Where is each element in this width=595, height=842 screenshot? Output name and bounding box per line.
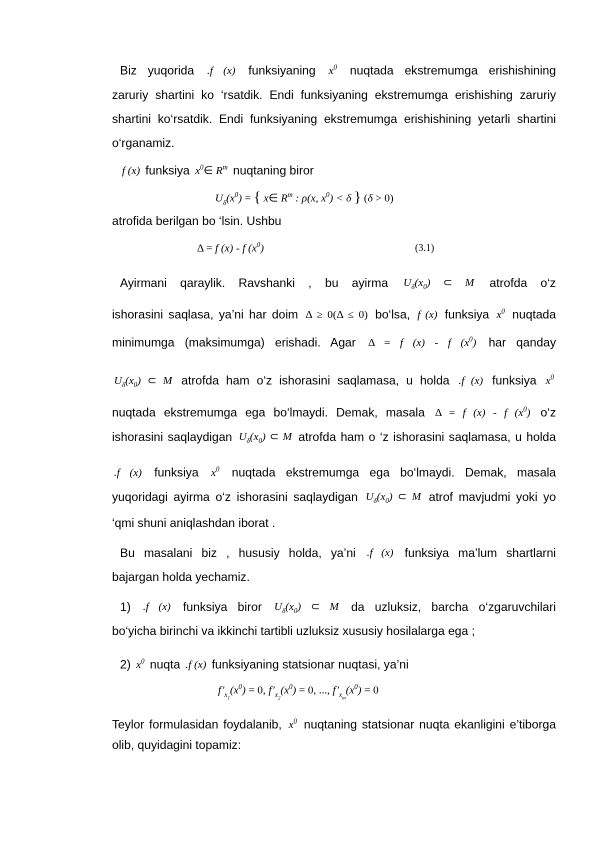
formula-fx: .f (x) xyxy=(114,466,142,479)
p7-line xyxy=(120,650,556,672)
formula-U-subset-M: $U_\delta(x_0)$ ⊂ M xyxy=(114,374,173,389)
formula-x0: $x^0$ xyxy=(136,657,145,671)
p6-text: da uzluksiz, barcha o‘zgaruvchilari xyxy=(351,600,556,614)
formula-x0: $x^0$ xyxy=(210,465,220,479)
formula-fx: .f (x) xyxy=(366,547,394,559)
p1-line3: shartini ko‘rsatdik. Endi funksiyaning ekstremumga erishishining yetarli shartini xyxy=(112,112,556,126)
p4-line6 xyxy=(112,426,556,448)
p4-text: minimumga (maksimumga) erishadi. Agar xyxy=(112,335,356,350)
p4-line9: ‘qmi shuni aniqlashdan iborat . xyxy=(112,516,276,530)
formula-delta: Δ = f (x) - f $(x^0)$ xyxy=(434,405,531,419)
p8-line2: olib, quyidagini topamiz: xyxy=(112,738,242,752)
p4-text: funksiya xyxy=(492,373,537,388)
p4-text: yuqoridagi ayirma o‘z ishorasini saqlaydigan xyxy=(112,490,358,504)
p1-line2: zaruriy shartini ko ‘rsatdik. Endi funksiyaning ekstremumga erishishing zaruriy xyxy=(112,88,556,102)
formula-fx: f (x) xyxy=(417,308,438,321)
p1-line4: o‘rganamiz. xyxy=(112,136,175,150)
p1-text-a: Biz yuqorida xyxy=(120,63,195,78)
p4-text: atrofda ham o ‘z ishorasini saqlamasa, u holda xyxy=(298,430,556,444)
p4-line8 xyxy=(112,486,556,508)
p4-line4 xyxy=(112,366,556,388)
p6-line2: bo‘yicha birinchi va ikkinchi tartibli uzluksiz xususiy hosilalarga ega ; xyxy=(112,624,475,638)
p4-line5 xyxy=(112,398,556,420)
p4-line2 xyxy=(112,300,556,322)
p8-text: Teylor formulasidan foydalanib, xyxy=(112,717,282,732)
equation-number: (3.1) xyxy=(415,243,435,254)
p8-line1 xyxy=(112,710,556,732)
formula-fx: .f (x) xyxy=(458,374,484,387)
formula-delta: Δ = f (x) - f $(x^0)$ xyxy=(368,335,477,349)
formula-fx: .f (x) xyxy=(185,658,207,671)
p4-text: funksiya xyxy=(154,465,199,480)
formula-U-subset-M: $U_\delta(x_0)$ ⊂ M xyxy=(403,277,475,292)
formula-delta-31: Δ = f (x) - f $(x^0)$ xyxy=(197,241,264,255)
p7-text: nuqta xyxy=(149,657,181,672)
formula-x0: $x^0$ xyxy=(496,307,505,321)
p4-text: atrofda o‘z xyxy=(489,276,556,290)
p4-line7 xyxy=(112,458,556,480)
p4-text: nuqtada xyxy=(512,307,556,322)
p4-text: har qanday xyxy=(488,335,556,350)
p4-text: o‘z xyxy=(540,405,556,420)
p2-line xyxy=(120,156,556,178)
formula-U-subset-M: $U_\delta(x_0)$ ⊂ M xyxy=(365,491,422,506)
p4-text: ishorasini saqlaydigan xyxy=(112,430,233,444)
p4-text: atrof mavjudmi yoki yo xyxy=(428,490,556,504)
p5-text: Bu masalani biz , hususiy holda, ya’ni xyxy=(120,546,356,560)
formula-U-subset-M: $U_\delta(x_0)$ ⊂ M xyxy=(274,601,339,616)
p4-text: funksiya xyxy=(444,307,490,322)
p1-text-b: funksiyaning xyxy=(248,63,316,78)
p6-text: 1) xyxy=(120,600,131,614)
formula-x0: $x^0$ xyxy=(288,717,297,731)
formula-x0: $x^0$ xyxy=(545,373,554,387)
formula-x0: $x^0$ xyxy=(328,63,337,77)
formula-delta-ineq: Δ ≥ 0(Δ ≤ 0) xyxy=(305,308,368,321)
p1-line1 xyxy=(120,56,556,78)
p7-text: funksiyaning statsionar nuqtasi, ya’ni xyxy=(211,657,409,672)
p4-text: nuqtada ekstremumga ega bo‘lmaydi. Demak, masala xyxy=(112,405,425,420)
p4-line1 xyxy=(120,272,556,294)
p6-text: funksiya biror xyxy=(183,600,262,614)
p4-text: bo‘lsa, xyxy=(375,307,411,322)
formula-U-subset-M: $U_\delta(x_0)$ ⊂ M xyxy=(238,431,292,446)
p5-line2: bajargan holda yechamiz. xyxy=(112,570,250,584)
p4-text: atrofda ham o‘z ishorasini saqlamasa, u holda xyxy=(181,373,450,388)
formula-stationary: f $'_{x_1}(x^0) = 0$, f $'_{x_2}(x^0) = 0$, ..., f $'_{x_m}(x^0) = 0$ xyxy=(218,683,379,702)
p2-text-a: funksiya xyxy=(145,163,190,178)
formula-x0-in-Rm: $x^0\in$ $R^m$ xyxy=(195,163,228,177)
p3-line: atrofida berilgan bo ‘lsin. Ushbu xyxy=(112,214,282,228)
p5-text: funksiya ma’lum shartlarni xyxy=(404,546,556,560)
p7-text: 2) xyxy=(120,657,131,672)
formula-fx: f (x) xyxy=(122,164,141,177)
p4-text: ishorasini saqlasa, ya’ni har doim xyxy=(112,307,299,322)
p4-text: Ayirmani qaraylik. Ravshanki , bu ayirma xyxy=(120,276,389,290)
p2-text-b: nuqtaning biror xyxy=(233,163,314,178)
p8-text: nuqtaning statsionar nuqta ekanligini e’tiborga xyxy=(303,717,556,732)
formula-fx: .f (x) xyxy=(207,64,236,77)
p6-line1 xyxy=(120,596,556,618)
formula-fx: .f (x) xyxy=(143,601,171,613)
p4-text: nuqtada ekstremumga ega bo‘lmaydi. Demak, masala xyxy=(231,465,556,480)
p4-line3 xyxy=(112,328,556,350)
formula-neighborhood: $U_\delta(x^0)$ = { x∈ $R^m$ : ρ(x, $x^0) < \delta$ } (δ > 0) xyxy=(215,189,394,207)
p5-line1 xyxy=(120,542,556,564)
p1-text-c: nuqtada ekstremumga erishishining xyxy=(349,63,556,78)
